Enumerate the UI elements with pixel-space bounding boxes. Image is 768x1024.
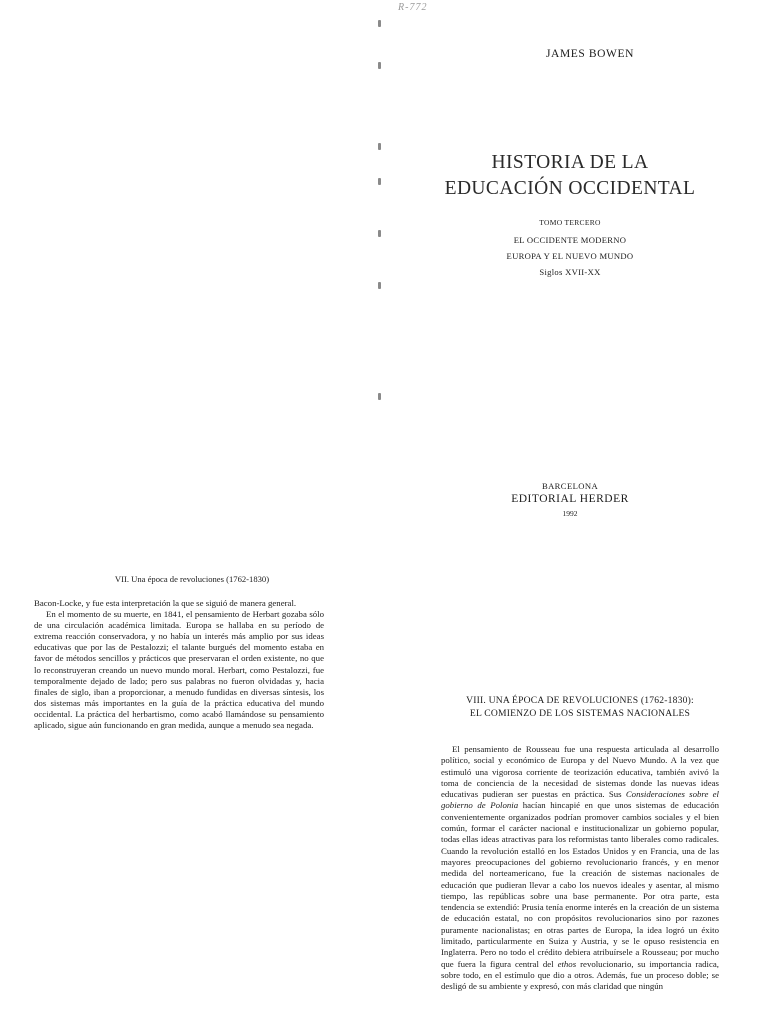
volume-label: TOMO TERCERO bbox=[539, 218, 601, 227]
subtitle-line-2: EUROPA Y EL NUEVO MUNDO bbox=[506, 251, 634, 261]
title-line-2: EDUCACIÓN OCCIDENTAL bbox=[444, 178, 696, 199]
gutter-mark bbox=[378, 20, 381, 27]
subtitle-line-1: EL OCCIDENTE MODERNO bbox=[513, 235, 627, 245]
centuries-label: Siglos XVII-XX bbox=[539, 267, 601, 277]
title-line-1: HISTORIA DE LA bbox=[491, 152, 649, 173]
publisher-city: BARCELONA bbox=[541, 481, 599, 491]
gutter-mark bbox=[378, 62, 381, 69]
body-text: hacían hincapié en que unos sistemas de educación convenientemente organizados podrían promover cambios sociales y el bien común, formar el carácter nacional e institucionalizar un gobierno popular, todas ellas ideas atractivas para los reformistas tanto liberales como radicales. Cuando la revolución estalló en los Estados Unidos y en Francia, una de las mayores preocupaciones del gobierno revolucionario francés, y en menor medida del norteamericano, fue la creación de sistemas nacionales de educación que pudieran llevar a cabo los nuevos ideales y asentar, al mismo tiempo, las repúblicas sobre una base permanente. Por otra parte, esta tendencia se extendió: Prusia tenía enorme interés en la creación de un sistema de educación estatal, no con propósitos revolucionarios sino por razones puramente nacionalistas; en otras partes de Europa, la idea logró un éxito limitado, particularmente en Suiza y Austria, y se le opuso resistencia en Inglaterra. Pero no todo el crédito debiera atribuírsele a Rousseau; por mucho que fuera la figura central del bbox=[441, 800, 719, 969]
gutter-mark bbox=[378, 143, 381, 150]
publisher-name: EDITORIAL HERDER bbox=[511, 493, 629, 505]
body-text: revolucionario, su importancia radica, sobre todo, en el estímulo que dio a otros. Además, fue un proceso doble; se desligó de su ambiente y expresó, con más claridad que ningún bbox=[441, 958, 719, 992]
paragraph: Bacon-Locke, y fue esta interpretación la que se siguió de manera general. bbox=[34, 598, 297, 608]
paragraph: En el momento de su muerte, en 1841, el pensamiento de Herbart gozaba sólo de una circulación académica limitada. Europa se hallaba en su período de extrema reacción conservadora, y no había un interés más amplio por sus ideas educativas que por las de Pestalozzi; el talante burgués del momento estaba en favor de métodos sencillos y prácticos que preservaran el orden existente, no que lo reconstruyeran creando un nuevo mundo moral. Herbart, como Pestalozzi, fue temporalmente dejado de lado; pero sus palabras no fueron olvidadas y, hacia finales de siglo, iban a proporcionar, a menudo fundidas en diversas síntesis, los dos sistemas más importantes en la guía de la práctica educativa del mundo occidental. La práctica del herbartismo, como acabó llamándose su pensamiento aplicado, sigue aún funcionando en gran medida, aunque a menudo sea negada. bbox=[34, 609, 324, 731]
italic-title: Consideraciones sobre el gobierno de Polonia bbox=[441, 789, 719, 811]
publication-year: 1992 bbox=[562, 509, 578, 518]
chapter-heading bbox=[440, 694, 720, 720]
italic-term: ethos bbox=[557, 958, 577, 969]
handwritten-margin-note: R-772 bbox=[398, 2, 428, 13]
gutter-mark bbox=[378, 282, 381, 289]
gutter-mark bbox=[378, 393, 381, 400]
book-title bbox=[420, 150, 720, 202]
running-head: VII. Una época de revoluciones (1762-1830) bbox=[114, 574, 270, 584]
left-page-text bbox=[34, 598, 324, 731]
author-name: JAMES BOWEN bbox=[545, 48, 635, 60]
gutter-mark bbox=[378, 178, 381, 185]
body-text: El pensamiento de Rousseau fue una respuesta articulada al desarrollo político, social y económico de Europa y del Nuevo Mundo. A la vez que estimuló una vigorosa corriente de teorización educativa, también avivó la toma de conciencia de la necesidad de sistemas donde las nuevas ideas educativas pudieran ser puestas en práctica. Sus bbox=[441, 744, 719, 800]
chapter-body-text bbox=[441, 744, 719, 993]
gutter-mark bbox=[378, 230, 381, 237]
chapter-title-line-2: EL COMIENZO DE LOS SISTEMAS NACIONALES bbox=[469, 708, 691, 719]
chapter-title-line-1: VIII. UNA ÉPOCA DE REVOLUCIONES (1762-1830): bbox=[466, 695, 694, 706]
